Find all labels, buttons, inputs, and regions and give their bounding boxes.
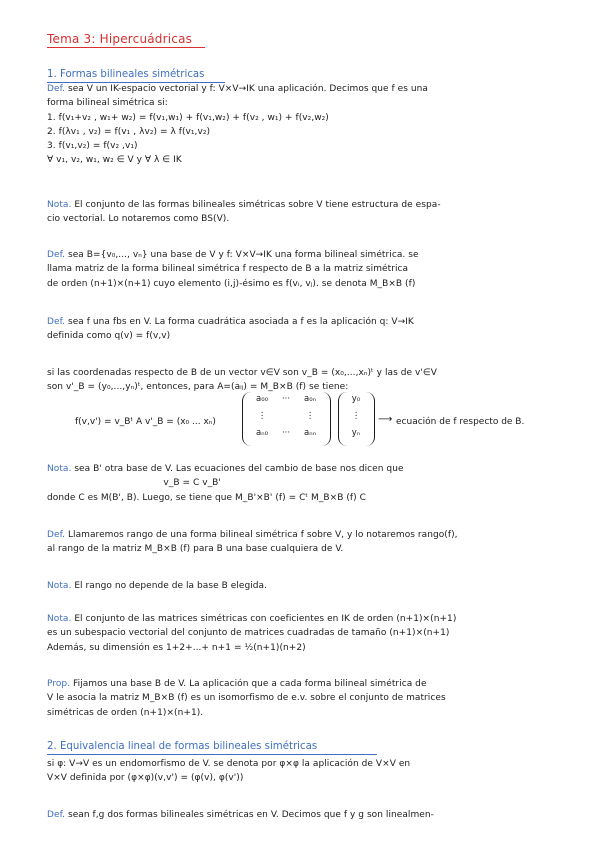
def-label: Def. xyxy=(47,530,66,540)
matrix-entry: ⋮ xyxy=(257,411,267,421)
def-label: Def. xyxy=(47,317,66,327)
vector-entry: ⋮ xyxy=(351,411,361,421)
matrix-entry: a₀₀ xyxy=(255,394,269,404)
title-underline xyxy=(47,47,205,48)
coordinates-paragraph: si las coordenadas respecto de B de un vector v∈V son v_B = (x₀,...,xₙ)ᵗ y las de v'∈V son v'_B = (y₀,...,yₙ)ᵗ, entonces, para A=(aᵢⱼ) = M_B×B (f) se tiene: xyxy=(47,368,437,393)
note-label: Nota. xyxy=(47,464,72,474)
equation-note: ecuación de f respecto de B. xyxy=(396,417,525,427)
proposition-isomorphism: Prop. Fijamos una base B de V. La aplicación que a cada forma bilineal simétrica de V le asocia la matriz M_B×B (f) es un isomorfismo de e.v. sobre el conjunto de matrices simétricas de orden (n+1)×(n+1). xyxy=(47,679,446,718)
matrix-entry: aₙ₀ xyxy=(255,428,268,438)
vector-y xyxy=(346,394,366,445)
note-label: Nota. xyxy=(47,614,72,624)
def-label: Def. xyxy=(47,250,66,260)
matrix-entry: a₀ₙ xyxy=(303,394,316,404)
note-rank-independence: Nota. El rango no depende de la base B elegida. xyxy=(47,581,268,591)
matrix-entry: ··· xyxy=(281,394,291,404)
matrix-entry xyxy=(274,411,298,428)
vector-entry: y₀ xyxy=(351,394,361,404)
matrix-entry: ··· xyxy=(281,428,291,438)
prop-label: Prop. xyxy=(47,679,71,689)
vector-right-paren xyxy=(366,392,375,446)
note-vector-space: Nota. El conjunto de las formas bilineales simétricas sobre V tiene estructura de espa- cio vectorial. Lo notaremos como BS(V). xyxy=(47,200,441,225)
page-title: Tema 3: Hipercuádricas xyxy=(47,32,193,46)
endomorphism-paragraph: si φ: V→V es un endomorfismo de V. se denota por φ×φ la aplicación de V×V en V×V definida por (φ×φ)(v,v') = (φ(v), φ(v')) xyxy=(47,759,411,784)
definition-linear-equivalence: Def. sean f,g dos formas bilineales simétricas en V. Decimos que f y g son linealmen- xyxy=(47,810,434,820)
definition-bilinear-form: Def. sea V un IK-espacio vectorial y f: V×V→IK una aplicación. Decimos que f es una forma bilineal simétrica si: 1. f(v₁+v₂ , w₁+ w₂) = f(v₁,w₁) + f(v₁,w₂) + f(v₂ , w₁) + f(v₂,w₂) 2. f(λv₁ , v₂) = f(v₁ , λv₂) = λ f(v₁,v₂) 3. f(v₁,v₂) = f(v₂ ,v₁) ∀ v₁, v₂, w₁, w₂ ∈ V y ∀ λ ∈ IK xyxy=(47,84,428,166)
section-heading-2: 2. Equivalencia lineal de formas bilineales simétricas xyxy=(47,741,318,752)
vector-entry: yₙ xyxy=(351,428,361,438)
section-underline-2 xyxy=(47,754,377,755)
def-label: Def. xyxy=(47,84,66,94)
note-change-of-basis: Nota. sea B' otra base de V. Las ecuaciones del cambio de base nos dicen que v_B = C v_B' donde C es M(B', B). Luego, se tiene que M_B'×B' (f) = Cᵗ M_B×B (f) C xyxy=(47,464,404,503)
note-label: Nota. xyxy=(47,200,72,210)
matrix-entry: aₙₙ xyxy=(304,428,316,438)
equation-lhs: f(v,v') = v_Bᵗ A v'_B = (x₀ ... xₙ) xyxy=(75,417,216,427)
note-symmetric-matrices: Nota. El conjunto de las matrices simétricas con coeficientes en IK de orden (n+1)×(n+1) es un subespacio vectorial del conjunto de matrices cuadradas de tamaño (n+1)×(n+1) Además, su dimensión es 1+2+...+ n+1 = ½(n+1)(n+2) xyxy=(47,614,457,653)
note-label: Nota. xyxy=(47,581,72,591)
definition-rank: Def. Llamaremos rango de una forma bilineal simétrica f sobre V, y lo notaremos rango(f), al rango de la matriz M_B×B (f) para B una base cualquiera de V. xyxy=(47,530,458,555)
def-label: Def. xyxy=(47,810,66,820)
matrix-A xyxy=(250,394,322,445)
definition-matrix: Def. sea B={v₀,..., vₙ} una base de V y f: V×V→IK una forma bilineal simétrica. se llama matriz de la forma bilineal simétrica f respecto de B a la matriz simétrica de orden (n+1)×(n+1) cuyo elemento (i,j)-ésimo es f(vᵢ, vⱼ). se denota M_B×B (f) xyxy=(47,250,419,289)
matrix-entry: ⋮ xyxy=(305,411,315,421)
matrix-right-paren xyxy=(322,392,331,446)
definition-quadratic-form: Def. sea f una fbs en V. La forma cuadrática asociada a f es la aplicación q: V→IK definida como q(v) = f(v,v) xyxy=(47,317,414,342)
arrow-icon: ⟶ xyxy=(378,414,393,425)
section-heading-1: 1. Formas bilineales simétricas xyxy=(47,69,205,80)
